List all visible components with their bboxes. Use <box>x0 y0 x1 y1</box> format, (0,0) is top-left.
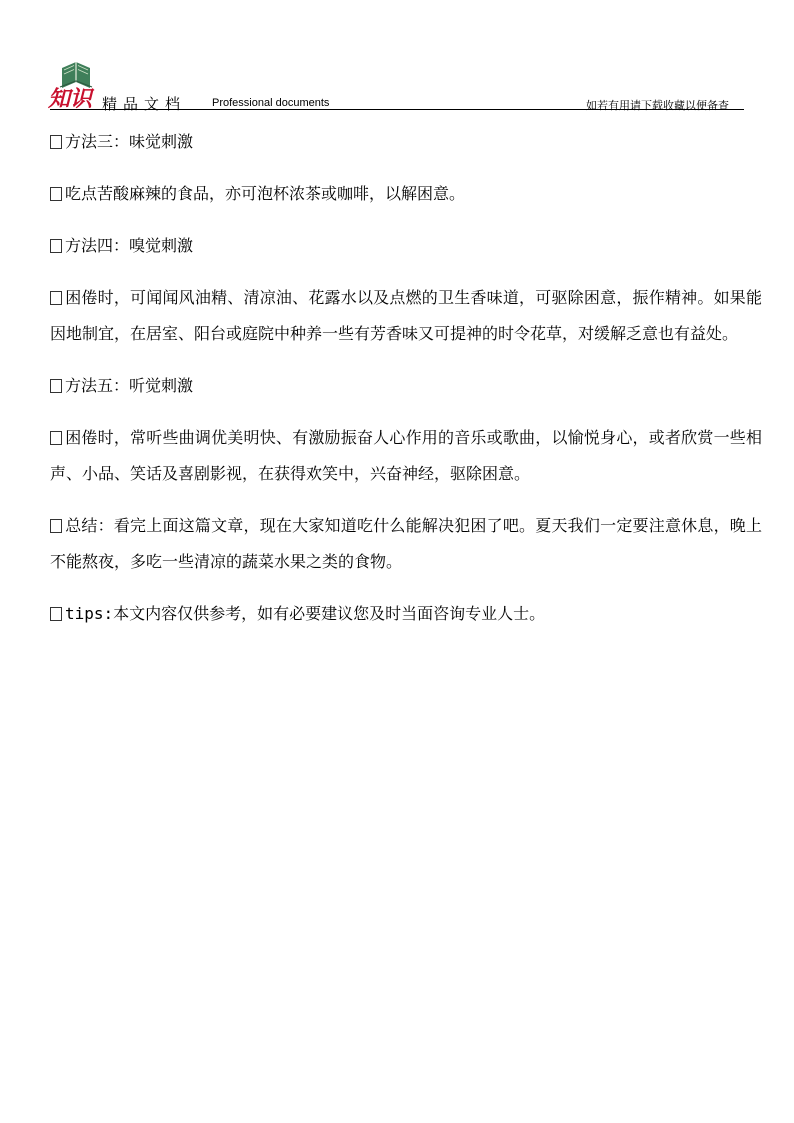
logo-book-icon <box>46 54 102 110</box>
paragraph-text: 方法五：听觉刺激 <box>65 376 194 395</box>
paragraph <box>50 124 762 160</box>
page-header <box>0 0 794 112</box>
missing-glyph-box <box>50 187 62 201</box>
paragraph-text: 困倦时，可闻闻风油精、清凉油、花露水以及点燃的卫生香味道，可驱除困意，振作精神。如果能因地制宜，在居室、阳台或庭院中种养一些有芳香味又可提神的时令花草，对缓解乏意也有益处。 <box>50 288 762 343</box>
paragraph-text: 吃点苦酸麻辣的食品，亦可泡杯浓茶或咖啡，以解困意。 <box>65 184 466 203</box>
missing-glyph-box <box>50 519 62 533</box>
paragraph <box>50 420 762 492</box>
missing-glyph-box <box>50 291 62 305</box>
missing-glyph-box <box>50 607 62 621</box>
header-divider <box>50 109 744 110</box>
paragraph-text: 方法三：味觉刺激 <box>65 132 194 151</box>
paragraph <box>50 176 762 212</box>
paragraph-text: 方法四：嗅觉刺激 <box>65 236 194 255</box>
missing-glyph-box <box>50 135 62 149</box>
document-body <box>50 124 762 632</box>
paragraph <box>50 280 762 352</box>
missing-glyph-box <box>50 239 62 253</box>
paragraph-text: 总结：看完上面这篇文章，现在大家知道吃什么能解决犯困了吧。夏天我们一定要注意休息，晚上不能熬夜，多吃一些清凉的蔬菜水果之类的食物。 <box>50 516 762 571</box>
header-note: 如若有用请下载收藏以便备查 <box>586 99 729 112</box>
missing-glyph-box <box>50 431 62 445</box>
paragraph <box>50 368 762 404</box>
header-title: 精品文档 <box>102 95 187 113</box>
header-subtitle: Professional documents <box>212 97 330 109</box>
missing-glyph-box <box>50 379 62 393</box>
logo-text: 知识 <box>48 86 93 110</box>
paragraph <box>50 228 762 264</box>
tips-prefix: tips: <box>65 604 114 623</box>
tips-paragraph <box>50 596 762 632</box>
paragraph <box>50 508 762 580</box>
paragraph-text: 困倦时，常听些曲调优美明快、有激励振奋人心作用的音乐或歌曲，以愉悦身心，或者欣赏一些相声、小品、笑话及喜剧影视，在获得欢笑中，兴奋神经，驱除困意。 <box>50 428 762 483</box>
tips-text: 本文内容仅供参考，如有必要建议您及时当面咨询专业人士。 <box>113 604 546 623</box>
